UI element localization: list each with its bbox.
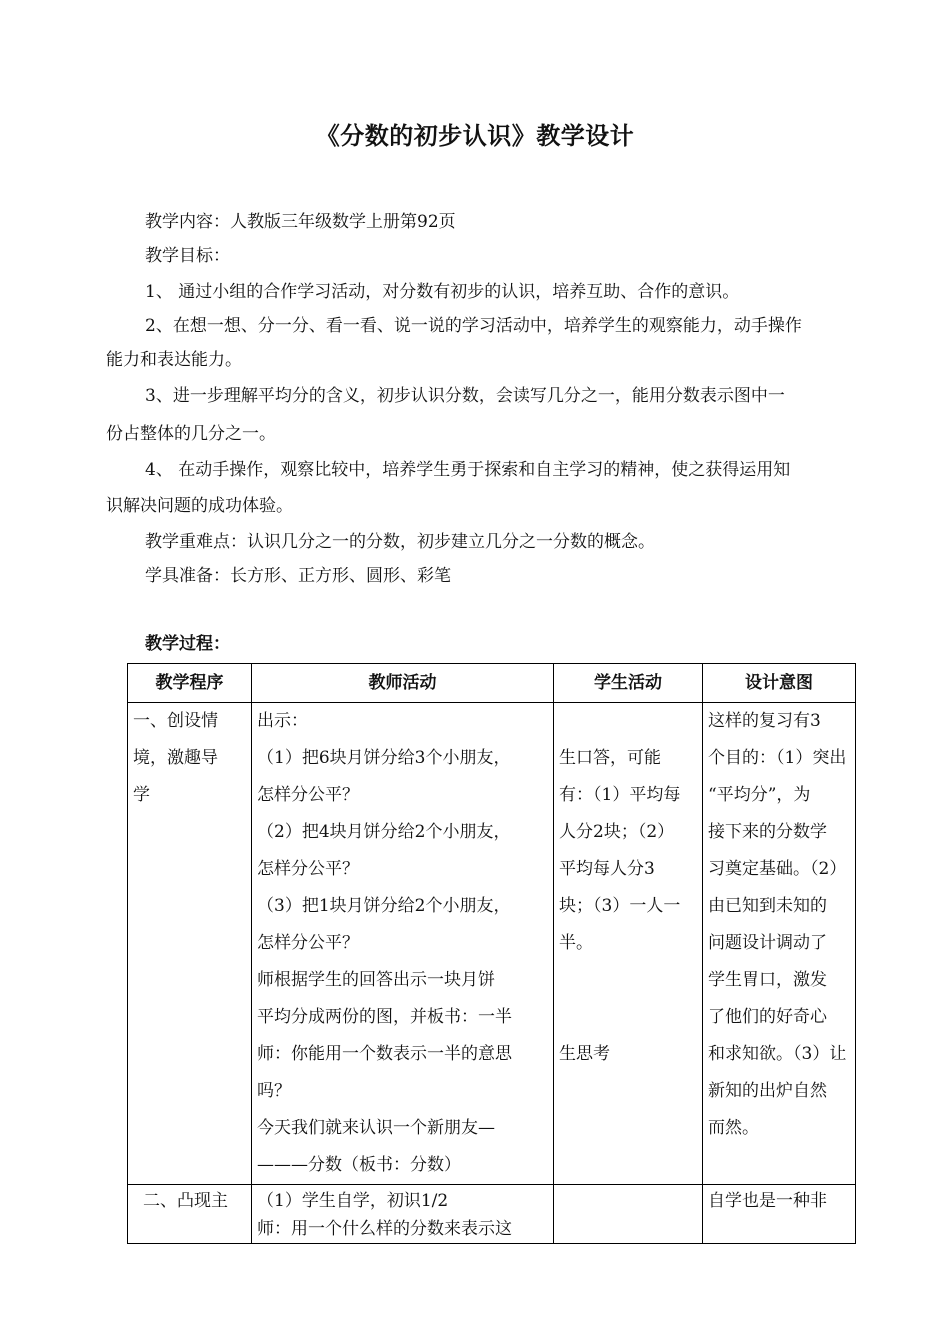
cell-line: 习奠定基础。（2） bbox=[708, 859, 847, 879]
objective-3-line-1: 3、进一步理解平均分的含义，初步认识分数，会读写几分之一，能用分数表示图中一 bbox=[145, 386, 785, 406]
design-intent-cell bbox=[703, 703, 856, 1185]
cell-line: 了他们的好奇心 bbox=[708, 1007, 827, 1027]
objective-2-line-2: 能力和表达能力。 bbox=[106, 350, 242, 370]
cell-line: 而然。 bbox=[708, 1118, 759, 1138]
table-row bbox=[128, 703, 856, 1185]
cell-line: 出示： bbox=[257, 711, 308, 731]
objective-4-line-1: 4、 在动手操作，观察比较中，培养学生勇于探索和自主学习的精神，使之获得运用知 bbox=[145, 460, 791, 480]
objective-2-line-1: 2、在想一想、分一分、看一看、说一说的学习活动中，培养学生的观察能力，动手操作 bbox=[145, 316, 802, 336]
teaching-content: 教学内容：人教版三年级数学上册第92页 bbox=[145, 212, 456, 232]
cell-line: 今天我们就来认识一个新朋友— bbox=[257, 1118, 495, 1138]
design-intent-cell bbox=[703, 1185, 856, 1244]
teacher-activity-cell bbox=[252, 703, 554, 1185]
process-label: 教学过程： bbox=[145, 634, 230, 654]
cell-line: （2）把4块月饼分给2个小朋友， bbox=[257, 822, 511, 842]
cell-line: 和求知欲。（3）让 bbox=[708, 1044, 847, 1064]
cell-line: 接下来的分数学 bbox=[708, 822, 827, 842]
objective-3-line-2: 份占整体的几分之一。 bbox=[106, 424, 276, 444]
cell-line: （3）把1块月饼分给2个小朋友， bbox=[257, 896, 511, 916]
header-student-activity: 学生活动 bbox=[554, 664, 703, 703]
objective-4-line-2: 识解决问题的成功体验。 bbox=[106, 496, 293, 516]
student-activity-cell bbox=[554, 1185, 703, 1244]
cell-line: 怎样分公平？ bbox=[257, 859, 359, 879]
page-title: 《分数的初步认识》教学设计 bbox=[315, 122, 635, 150]
cell-line: 有：（1）平均每 bbox=[559, 785, 681, 805]
cell-line: 块；（3）一人一 bbox=[559, 896, 681, 916]
cell-line: （1）把6块月饼分给3个小朋友， bbox=[257, 748, 511, 768]
cell-line: （1）学生自学，初识1/2 bbox=[257, 1191, 449, 1211]
materials: 学具准备：长方形、正方形、圆形、彩笔 bbox=[145, 566, 451, 586]
teacher-activity-cell bbox=[252, 1185, 554, 1244]
cell-line: 怎样分公平？ bbox=[257, 933, 359, 953]
table-header-row bbox=[128, 664, 856, 703]
key-points: 教学重难点：认识几分之一的分数，初步建立几分之一分数的概念。 bbox=[145, 532, 655, 552]
header-design-intent: 设计意图 bbox=[703, 664, 856, 703]
cell-line: 这样的复习有3 bbox=[708, 711, 821, 731]
cell-line: 吗？ bbox=[257, 1081, 291, 1101]
cell-line: 生思考 bbox=[559, 1044, 610, 1064]
objective-1: 1、 通过小组的合作学习活动，对分数有初步的认识，培养互助、合作的意识。 bbox=[145, 282, 740, 302]
cell-line: 个目的：（1）突出 bbox=[708, 748, 847, 768]
cell-line: 新知的出炉自然 bbox=[708, 1081, 827, 1101]
cell-line: 生口答，可能 bbox=[559, 748, 661, 768]
cell-line: 境，激趣导 bbox=[133, 748, 218, 768]
lesson-plan-table bbox=[127, 663, 856, 1244]
table-row bbox=[128, 1185, 856, 1244]
stage-cell bbox=[128, 703, 252, 1185]
cell-line: ———分数（板书：分数） bbox=[257, 1155, 461, 1175]
student-activity-cell bbox=[554, 703, 703, 1185]
cell-line: 问题设计调动了 bbox=[708, 933, 827, 953]
cell-line: 平均每人分3 bbox=[559, 859, 655, 879]
objectives-label: 教学目标： bbox=[145, 246, 230, 266]
cell-line: 人分2块；（2） bbox=[559, 822, 675, 842]
cell-line: 自学也是一种非 bbox=[708, 1191, 827, 1211]
cell-line: 师：用一个什么样的分数来表示这 bbox=[257, 1219, 512, 1239]
cell-line: 半。 bbox=[559, 933, 593, 953]
cell-line: 二、凸现主 bbox=[143, 1191, 228, 1211]
cell-line: “平均分”，为 bbox=[708, 785, 811, 805]
header-stage: 教学程序 bbox=[128, 664, 252, 703]
cell-line: 一、创设情 bbox=[133, 711, 218, 731]
cell-line: 由已知到未知的 bbox=[708, 896, 827, 916]
cell-line: 平均分成两份的图，并板书：一半 bbox=[257, 1007, 512, 1027]
stage-cell bbox=[128, 1185, 252, 1244]
header-teacher-activity: 教师活动 bbox=[252, 664, 554, 703]
cell-line: 师根据学生的回答出示一块月饼 bbox=[257, 970, 495, 990]
cell-line: 怎样分公平？ bbox=[257, 785, 359, 805]
cell-line: 师：你能用一个数表示一半的意思 bbox=[257, 1044, 512, 1064]
cell-line: 学生胃口，激发 bbox=[708, 970, 827, 990]
cell-line: 学 bbox=[133, 785, 150, 805]
